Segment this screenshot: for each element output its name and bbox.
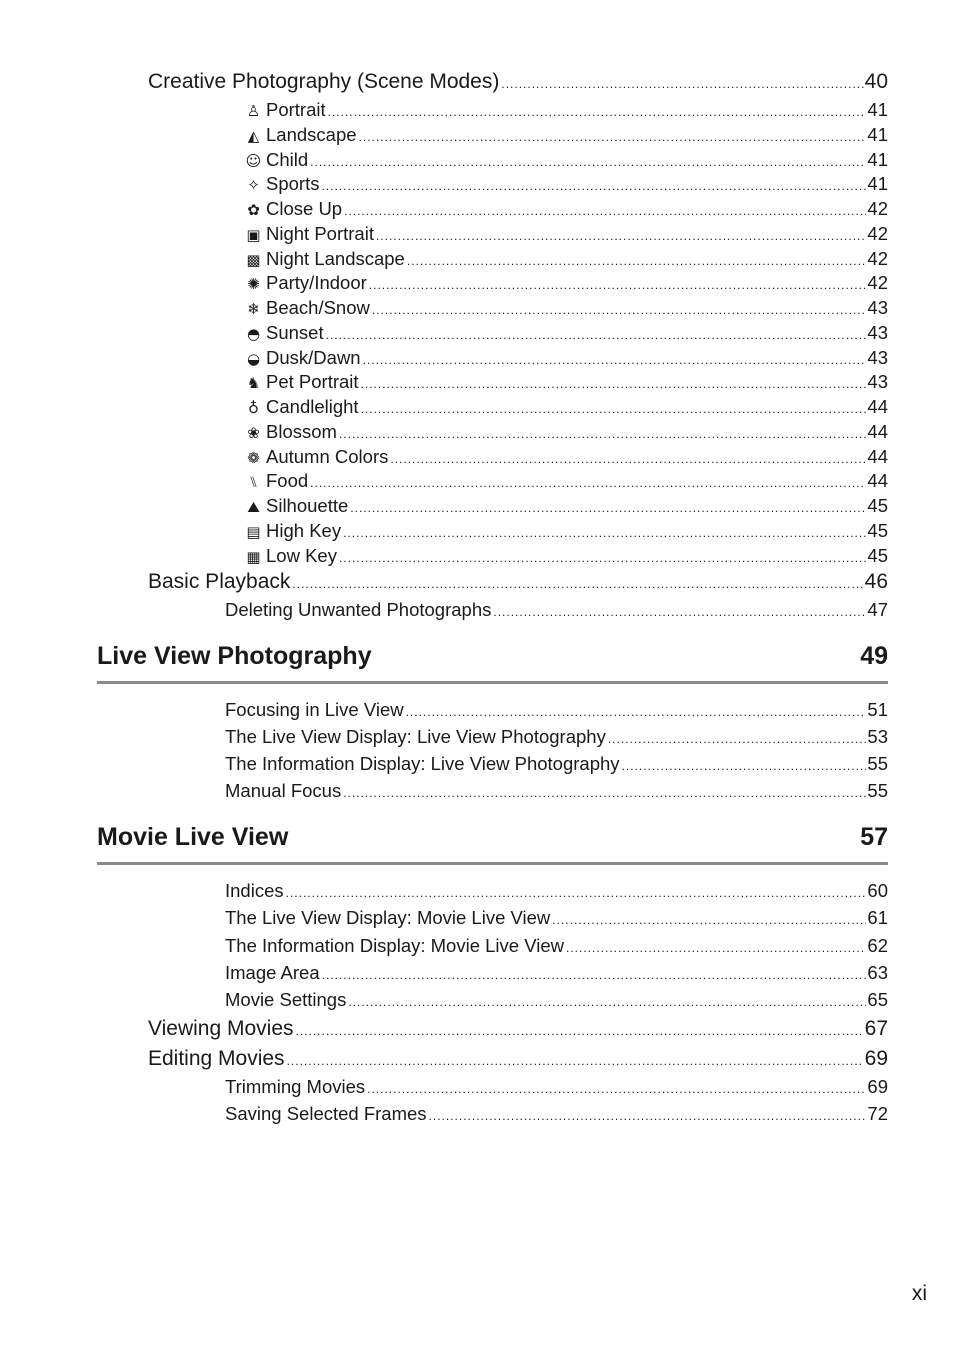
toc-entry-title: Pet Portrait bbox=[266, 371, 359, 392]
dot-leader bbox=[310, 476, 866, 490]
toc-entry-title: Saving Selected Frames bbox=[225, 1103, 427, 1124]
dot-leader bbox=[622, 759, 867, 773]
toc-entry-title: Deleting Unwanted Photographs bbox=[225, 599, 492, 620]
toc-entry-title: Editing Movies bbox=[148, 1047, 285, 1070]
toc-entry-live-view-display-photo[interactable] bbox=[225, 726, 888, 748]
toc-entry-page: 41 bbox=[867, 124, 888, 145]
toc-entry-title: Night Portrait bbox=[266, 223, 374, 244]
dot-leader bbox=[339, 427, 866, 441]
toc-scene-child[interactable] bbox=[245, 149, 888, 171]
toc-entry-page: 46 bbox=[864, 570, 888, 593]
sports-icon: ✧ bbox=[247, 176, 260, 194]
toc-scene-silhouette[interactable] bbox=[245, 495, 888, 517]
dot-leader bbox=[296, 1024, 864, 1038]
toc-entry-basic-playback[interactable] bbox=[148, 570, 888, 594]
toc-entry-manual-focus[interactable] bbox=[225, 780, 888, 802]
toc-entry-page: 44 bbox=[867, 470, 888, 491]
toc-scene-candlelight[interactable] bbox=[245, 396, 888, 418]
dot-leader bbox=[292, 577, 863, 591]
toc-entry-title: Autumn Colors bbox=[266, 446, 389, 467]
dot-leader bbox=[367, 1082, 866, 1096]
toc-entry-saving-selected-frames[interactable] bbox=[225, 1103, 888, 1125]
toc-scene-autumn-colors[interactable] bbox=[245, 446, 888, 468]
toc-scene-blossom[interactable] bbox=[245, 421, 888, 443]
toc-entry-page: 61 bbox=[867, 907, 888, 928]
toc-scene-low-key[interactable] bbox=[245, 545, 888, 567]
blossom-icon: ❀ bbox=[247, 424, 260, 442]
toc-scene-party-indoor[interactable] bbox=[245, 272, 888, 294]
dot-leader bbox=[343, 526, 866, 540]
section-page: 57 bbox=[860, 823, 888, 851]
toc-entry-page: 47 bbox=[867, 599, 888, 620]
toc-entry-title: The Live View Display: Live View Photography bbox=[225, 726, 606, 747]
toc-entry-title: Creative Photography (Scene Modes) bbox=[148, 70, 500, 93]
toc-scene-beach-snow[interactable] bbox=[245, 297, 888, 319]
toc-entry-title: Blossom bbox=[266, 421, 337, 442]
silhouette-icon: ⛰ bbox=[247, 498, 260, 516]
food-icon: ⑊ bbox=[248, 473, 258, 491]
toc-entry-trimming-movies[interactable] bbox=[225, 1076, 888, 1098]
toc-entry-title: The Live View Display: Movie Live View bbox=[225, 907, 551, 928]
toc-entry-page: 63 bbox=[867, 962, 888, 983]
toc-entry-title: Manual Focus bbox=[225, 780, 342, 801]
dot-leader bbox=[407, 254, 867, 268]
toc-entry-page: 55 bbox=[867, 753, 888, 774]
dot-leader bbox=[390, 452, 866, 466]
toc-entry-title: High Key bbox=[266, 520, 342, 541]
toc-entry-title: Sports bbox=[266, 173, 320, 194]
toc-entry-live-view-display-movie[interactable] bbox=[225, 907, 888, 929]
portrait-icon: ♙ bbox=[246, 102, 261, 120]
toc-entry-title: Close Up bbox=[266, 198, 343, 219]
toc-entry-information-display-photo[interactable] bbox=[225, 753, 888, 775]
dot-leader bbox=[566, 941, 866, 955]
toc-scene-pet-portrait[interactable] bbox=[245, 371, 888, 393]
toc-scene-sunset[interactable] bbox=[245, 322, 888, 344]
toc-entry-page: 43 bbox=[867, 347, 888, 368]
toc-entry-page: 65 bbox=[867, 989, 888, 1010]
toc-entry-page: 42 bbox=[867, 272, 888, 293]
pet-portrait-icon: ♞ bbox=[246, 374, 261, 392]
toc-entry-editing-movies[interactable] bbox=[148, 1047, 888, 1071]
toc-entry-title: Night Landscape bbox=[266, 248, 405, 269]
dot-leader bbox=[361, 402, 867, 416]
toc-entry-title: Silhouette bbox=[266, 495, 349, 516]
toc-entry-title: Image Area bbox=[225, 962, 320, 983]
party-indoor-icon: ✺ bbox=[247, 275, 260, 293]
toc-scene-portrait[interactable] bbox=[245, 99, 888, 121]
toc-entry-page: 44 bbox=[867, 421, 888, 442]
dot-leader bbox=[287, 1054, 864, 1068]
toc-entry-title: Candlelight bbox=[266, 396, 359, 417]
section-title: Live View Photography bbox=[97, 642, 372, 670]
toc-entry-indices[interactable] bbox=[225, 880, 888, 902]
dot-leader bbox=[326, 328, 867, 342]
dot-leader bbox=[552, 913, 866, 927]
dusk-dawn-icon: ◒ bbox=[246, 350, 261, 368]
dot-leader bbox=[286, 886, 867, 900]
toc-entry-title: Landscape bbox=[266, 124, 357, 145]
beach-snow-icon: ❄ bbox=[247, 300, 260, 318]
toc-scene-close-up[interactable] bbox=[245, 198, 888, 220]
toc-entry-page: 45 bbox=[867, 495, 888, 516]
dot-leader bbox=[361, 377, 867, 391]
dot-leader bbox=[350, 501, 866, 515]
toc-entry-title: Sunset bbox=[266, 322, 324, 343]
dot-leader bbox=[310, 155, 866, 169]
toc-entry-title: Movie Settings bbox=[225, 989, 347, 1010]
toc-scene-high-key[interactable] bbox=[245, 520, 888, 542]
toc-entry-page: 72 bbox=[867, 1103, 888, 1124]
toc-entry-page: 42 bbox=[867, 223, 888, 244]
dot-leader bbox=[322, 968, 867, 982]
toc-entry-title: Dusk/Dawn bbox=[266, 347, 361, 368]
toc-entry-page: 43 bbox=[867, 371, 888, 392]
dot-leader bbox=[348, 995, 866, 1009]
toc-entry-movie-settings[interactable] bbox=[225, 989, 888, 1011]
toc-entry-page: 60 bbox=[867, 880, 888, 901]
toc-entry-title: The Information Display: Movie Live View bbox=[225, 935, 564, 956]
toc-entry-page: 40 bbox=[864, 70, 888, 93]
toc-scene-night-landscape[interactable] bbox=[245, 248, 888, 270]
night-landscape-icon: ▩ bbox=[246, 251, 261, 269]
dot-leader bbox=[328, 105, 867, 119]
toc-entry-page: 41 bbox=[867, 149, 888, 170]
child-icon: ☺ bbox=[245, 152, 262, 170]
dot-leader bbox=[344, 204, 866, 218]
autumn-colors-icon: ❁ bbox=[247, 449, 260, 467]
toc-entry-page: 62 bbox=[867, 935, 888, 956]
low-key-icon: ▦ bbox=[246, 548, 261, 566]
toc-entry-title: Portrait bbox=[266, 99, 326, 120]
toc-entry-image-area[interactable] bbox=[225, 962, 888, 984]
toc-entry-page: 55 bbox=[867, 780, 888, 801]
dot-leader bbox=[321, 179, 866, 193]
toc-entry-title: Indices bbox=[225, 880, 284, 901]
page-number: xi bbox=[911, 1282, 927, 1305]
toc-entry-page: 45 bbox=[867, 545, 888, 566]
dot-leader bbox=[359, 130, 867, 144]
toc-entry-page: 53 bbox=[867, 726, 888, 747]
section-rule bbox=[97, 681, 888, 684]
dot-leader bbox=[429, 1109, 867, 1123]
dot-leader bbox=[376, 229, 866, 243]
toc-entry-title: Viewing Movies bbox=[148, 1017, 294, 1040]
high-key-icon: ▤ bbox=[246, 523, 261, 541]
toc-entry-title: Low Key bbox=[266, 545, 337, 566]
night-portrait-icon: ▣ bbox=[246, 226, 261, 244]
toc-entry-page: 67 bbox=[864, 1017, 888, 1040]
toc-entry-title: Focusing in Live View bbox=[225, 699, 404, 720]
toc-entry-page: 42 bbox=[867, 198, 888, 219]
toc-entry-page: 51 bbox=[867, 699, 888, 720]
toc-scene-night-portrait[interactable] bbox=[245, 223, 888, 245]
section-title: Movie Live View bbox=[97, 823, 289, 851]
toc-entry-information-display-movie[interactable] bbox=[225, 935, 888, 957]
toc-scene-sports[interactable] bbox=[245, 173, 888, 195]
close-up-icon: ✿ bbox=[247, 201, 260, 219]
sunset-icon: ◓ bbox=[246, 325, 261, 343]
toc-scene-landscape[interactable] bbox=[245, 124, 888, 146]
dot-leader bbox=[369, 278, 867, 292]
toc-entry-page: 69 bbox=[867, 1076, 888, 1097]
toc-entry-page: 43 bbox=[867, 322, 888, 343]
dot-leader bbox=[372, 303, 867, 317]
toc-entry-page: 43 bbox=[867, 297, 888, 318]
dot-leader bbox=[608, 732, 867, 746]
toc-entry-creative-photography[interactable] bbox=[148, 70, 888, 94]
candlelight-icon: ♁ bbox=[248, 399, 259, 417]
toc-entry-page: 44 bbox=[867, 396, 888, 417]
section-heading-live-view-photography[interactable] bbox=[97, 642, 888, 671]
toc-entry-title: Basic Playback bbox=[148, 570, 291, 593]
toc-scene-dusk-dawn[interactable] bbox=[245, 347, 888, 369]
toc-entry-focusing-live-view[interactable] bbox=[225, 699, 888, 721]
section-rule bbox=[97, 862, 888, 865]
toc-entry-deleting-photographs[interactable] bbox=[225, 599, 888, 621]
landscape-icon: ◭ bbox=[247, 127, 260, 145]
toc-scene-food[interactable] bbox=[245, 470, 888, 492]
dot-leader bbox=[343, 786, 866, 800]
dot-leader bbox=[406, 705, 867, 719]
toc-entry-viewing-movies[interactable] bbox=[148, 1017, 888, 1041]
toc-entry-page: 69 bbox=[864, 1047, 888, 1070]
dot-leader bbox=[339, 551, 866, 565]
toc-entry-title: Beach/Snow bbox=[266, 297, 370, 318]
toc-entry-page: 45 bbox=[867, 520, 888, 541]
toc-entry-page: 41 bbox=[867, 173, 888, 194]
toc-entry-title: Food bbox=[266, 470, 309, 491]
toc-entry-title: Trimming Movies bbox=[225, 1076, 366, 1097]
toc-entry-page: 41 bbox=[867, 99, 888, 120]
toc-entry-title: Party/Indoor bbox=[266, 272, 367, 293]
dot-leader bbox=[493, 605, 866, 619]
toc-entry-title: Child bbox=[266, 149, 309, 170]
dot-leader bbox=[501, 77, 863, 91]
toc-entry-page: 44 bbox=[867, 446, 888, 467]
toc-entry-title: The Information Display: Live View Photography bbox=[225, 753, 620, 774]
dot-leader bbox=[363, 353, 867, 367]
section-page: 49 bbox=[860, 642, 888, 670]
section-heading-movie-live-view[interactable] bbox=[97, 823, 888, 852]
toc-entry-page: 42 bbox=[867, 248, 888, 269]
